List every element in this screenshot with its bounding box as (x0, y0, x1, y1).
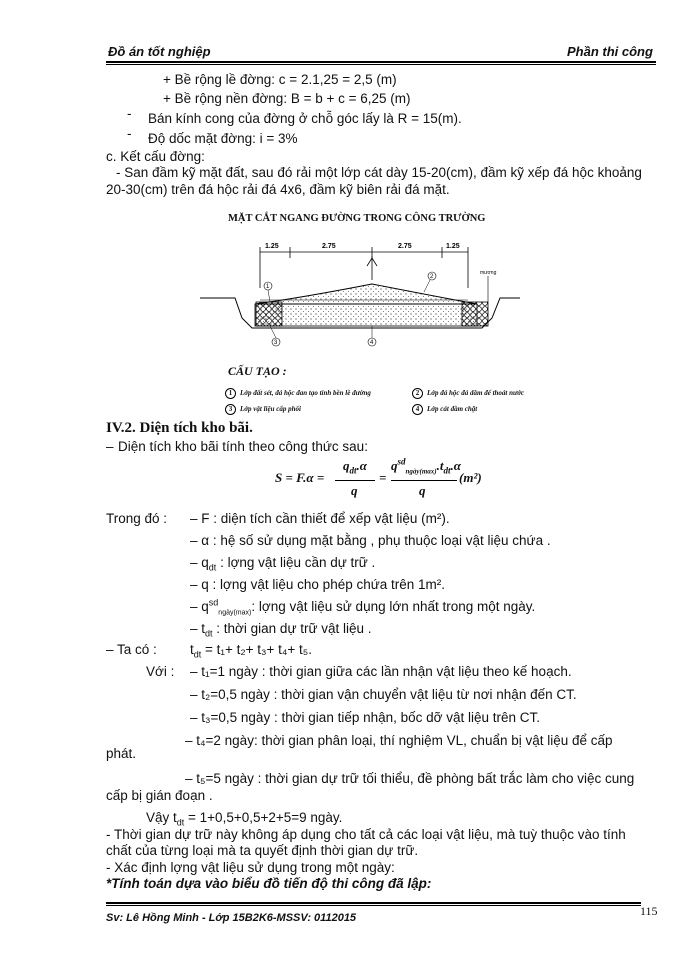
formula-unit: (m²) (459, 470, 482, 485)
vay-line: Vậy $t_{dt} = 1+0,5+0,5+2+5=9$ ngày. (146, 810, 343, 828)
small-label: mương (480, 270, 497, 276)
dim-2: 2.75 (322, 243, 336, 250)
line-ket-cau: c. Kết cấu đờng: (106, 149, 205, 164)
footer-rule-thin (106, 905, 641, 906)
t5-line-cont: cấp bị gián đoạn . (106, 788, 213, 803)
header-right: Phần thi công (567, 44, 653, 59)
ta-co-equation: $t_{dt} = t_1+ t_2+ t_3+ t_4+ t_5$. (190, 642, 312, 660)
legend-item-2: 2 Lớp đá hộc đá dăm để thoát nước (412, 388, 524, 399)
cau-tao-label: CẤU TẠO : (228, 364, 287, 378)
def-qdt: – $q_{dt}$ : lợng vật liệu cần dự trữ . (190, 555, 376, 573)
legend-item-3: 3 Lớp vật liệu cấp phối (225, 404, 301, 415)
legend-item-1: 1 Lớp đất sét, đá hộc đan tạo tính bền lề đường (225, 388, 371, 399)
trong-do-label: Trong đó : (106, 511, 168, 526)
header-left: Đồ án tốt nghiệp (108, 44, 211, 59)
callout-2 (424, 272, 436, 292)
callout-3 (270, 326, 280, 346)
line-be-rong-nen: + Bề rộng nền đờng: B = b + c = 6,25 (m) (163, 91, 411, 106)
center-axis-icon (367, 256, 377, 280)
footer-rule (106, 902, 641, 904)
ta-co-label: – Ta có : (106, 642, 157, 657)
header-rule-thin (106, 64, 656, 65)
cross-section-diagram (200, 228, 520, 358)
xac-dinh-line: - Xác định lợng vật liệu sử dụng trong một ngày: (106, 860, 395, 875)
thoi-gian-du-tru-cont: chất của từng loại mà ta quyết định thời gian dự trữ. (106, 843, 419, 858)
callout-1 (264, 282, 272, 302)
line-san-dam: - San đầm kỹ mặt đất, sau đó rải một lớp cát dày 15-20(cm), đầm kỹ xếp đá hộc khoảng (116, 165, 642, 180)
line-be-rong-le: + Bề rộng lề đờng: c = 2.1,25 = 2,5 (m) (163, 72, 397, 87)
stone-edge-right (462, 302, 488, 326)
t2-line: – t₂=0,5 ngày : thời gian vận chuyển vật liệu từ nơi nhận đến CT. (190, 687, 577, 702)
callout-4 (368, 326, 376, 346)
stone-edge-left (256, 302, 282, 326)
voi-label: Với : (146, 664, 175, 679)
dash-icon: - (127, 106, 132, 121)
tinh-toan-line: *Tính toán dựa vào biểu đồ tiến độ thi công đã lập: (106, 876, 432, 891)
t5-line: – t₅=5 ngày : thời gian dự trữ tối thiểu, đề phòng bất trắc làm cho việc cung (185, 771, 635, 786)
svg-text:2: 2 (430, 274, 434, 280)
line-da-hoc: 20-30(cm) trên đá hộc rải đá 4x6, đầm kỹ biên rải đá mặt. (106, 182, 450, 197)
road-surface (255, 284, 477, 304)
line-do-doc: Độ dốc mặt đờng: i = 3% (148, 131, 298, 146)
t1-line: – t₁=1 ngày : thời gian giữa các lần nhận vật liệu theo kế hoạch. (190, 664, 572, 679)
dim-1: 1.25 (265, 243, 279, 250)
dash-icon: – (106, 439, 114, 454)
diagram-title: MẶT CẮT NGANG ĐƯỜNG TRONG CÔNG TRƯỜNG (228, 213, 486, 224)
def-q: – q : lợng vật liệu cho phép chứa trên 1m². (190, 577, 446, 592)
t3-line: – t₃=0,5 ngày : thời gian tiếp nhận, bốc dỡ vật liệu trên CT. (190, 710, 541, 725)
def-tdt: – $t_{dt}$ : thời gian dự trữ vật liệu . (190, 621, 372, 639)
sand-layer (255, 304, 477, 326)
dim-3: 2.75 (398, 243, 412, 250)
thoi-gian-du-tru: - Thời gian dự trữ này không áp dụng cho tất cả các loại vật liệu, mà tuỳ thuộc vào tính (106, 827, 626, 842)
def-alpha: – α : hệ số sử dụng mặt bằng , phụ thuộc loại vật liệu chứa . (190, 533, 551, 548)
header-rule (106, 61, 656, 63)
dimension-line (260, 247, 468, 288)
svg-text:3: 3 (274, 340, 278, 346)
def-f: – F : diện tích cần thiết để xếp vật liệu (m²). (190, 511, 450, 526)
line-ban-kinh: Bán kính cong của đờng ở chỗ góc lấy là R = 15(m). (148, 111, 462, 126)
legend-item-4: 4 Lớp cát đầm chặt (412, 404, 477, 415)
dash-icon: - (127, 126, 132, 141)
t4-line: – t₄=2 ngày: thời gian phân loại, thí nghiệm VL, chuẩn bị vật liệu để cấp (185, 733, 613, 748)
footer-left: Sv: Lê Hồng Minh - Lớp 15B2K6-MSSV: 0112015 (106, 912, 357, 924)
formula-lhs: S = F.α = (275, 470, 325, 485)
svg-text:1: 1 (266, 284, 270, 290)
t4-line-cont: phát. (106, 746, 137, 761)
page-number: 115 (640, 904, 658, 918)
dim-4: 1.25 (446, 243, 460, 250)
svg-text:4: 4 (370, 340, 374, 346)
section-title: IV.2. Diện tích kho bãi. (106, 420, 253, 436)
def-qsd: – $q^{sd}_{ngày(max)}$: lợng vật liệu sử dụng lớn nhất trong một ngày. (190, 597, 536, 617)
section-intro: Diện tích kho bãi tính theo công thức sau: (118, 439, 368, 454)
